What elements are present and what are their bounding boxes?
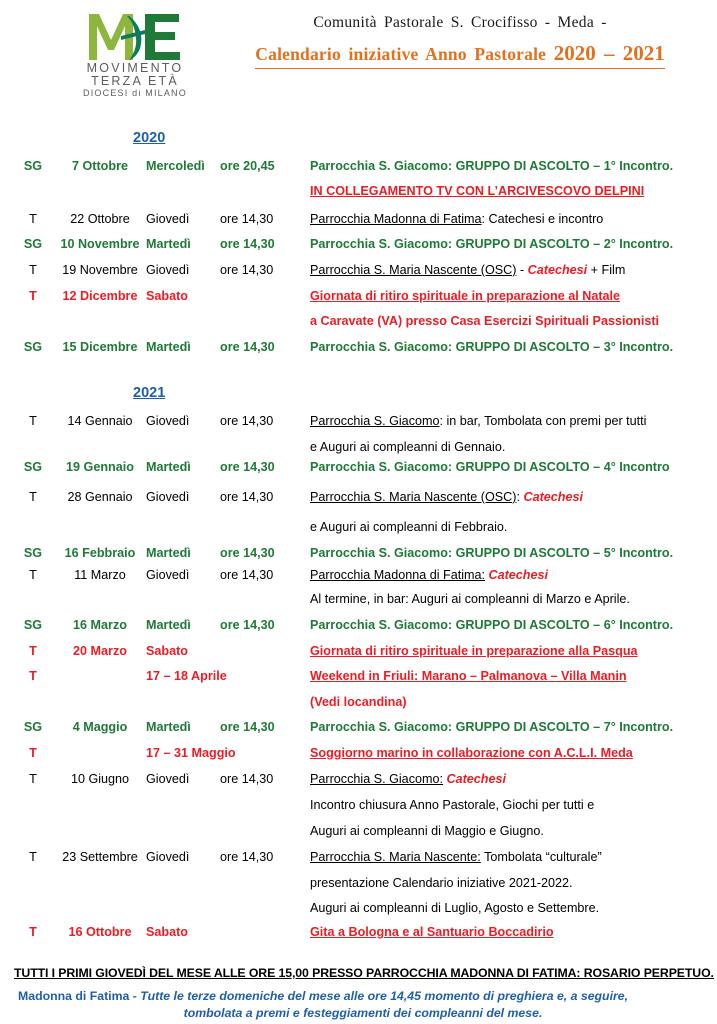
footer-fatima-text: - Tutte le terze domeniche del mese alle ore 14,45 momento di preghiera e, a seguire, <box>129 989 629 1003</box>
calendar-row <box>0 849 717 871</box>
calendar-row <box>0 519 717 541</box>
row-description <box>310 489 710 505</box>
row-description-text: Parrocchia S. Giacomo: GRUPPO DI ASCOLTO – 7° Incontro. <box>310 720 674 734</box>
row-weekday: Martedì <box>146 720 191 734</box>
row-weekday: Giovedì <box>146 772 190 786</box>
row-description <box>310 643 710 659</box>
logo-mark-icon <box>85 10 185 62</box>
row-description <box>310 439 710 455</box>
calendar-row <box>0 745 717 767</box>
row-weekday: Sabato <box>146 644 188 658</box>
row-weekday: Martedì <box>146 546 191 560</box>
row-date: 16 Marzo <box>73 618 127 632</box>
row-date: 22 Ottobre <box>70 212 130 226</box>
row-description <box>310 875 710 891</box>
row-type: T <box>29 644 37 658</box>
row-weekday: Martedì <box>146 460 191 474</box>
row-weekday: Sabato <box>146 925 188 939</box>
calendar-row <box>0 643 717 665</box>
row-type: T <box>29 772 37 786</box>
row-time: ore 14,30 <box>220 720 275 734</box>
footer-rosario-note: TUTTI I PRIMI GIOVEDÌ DEL MESE ALLE ORE 15,00 PRESSO PARROCCHIA MADONNA DI FATIMA: ROSARIO PERPETUO. <box>14 966 714 980</box>
year-heading-2021: 2021 <box>133 385 166 401</box>
row-description-venue: Parrocchia Madonna di Fatima <box>310 212 482 226</box>
logo-line-1: MOVIMENTO <box>86 61 184 75</box>
calendar-row <box>0 236 717 258</box>
calendar-row <box>0 313 717 335</box>
row-date: 15 Dicembre <box>62 340 138 354</box>
row-description-text: Auguri ai compleanni di Maggio e Giugno. <box>310 824 544 838</box>
row-description <box>310 591 710 607</box>
calendar-row <box>0 489 717 511</box>
row-weekday: Giovedì <box>146 263 190 277</box>
row-type: SG <box>23 237 43 251</box>
row-description <box>310 719 710 735</box>
row-description-venue: Parrocchia S. Maria Nascente: <box>310 850 481 864</box>
row-description <box>310 745 710 761</box>
logo-line-3: DIOCESI di MILANO <box>83 88 187 99</box>
row-type: SG <box>23 546 43 560</box>
row-time: ore 14,30 <box>220 414 274 428</box>
row-description-venue: Parrocchia S. Maria Nascente (OSC) <box>310 263 517 277</box>
footer-fatima-label: Madonna di Fatima <box>18 989 130 1003</box>
row-type: T <box>29 669 37 683</box>
row-type: T <box>29 746 37 760</box>
row-time: ore 14,30 <box>220 460 275 474</box>
footer-fatima-note <box>18 989 708 1003</box>
year-heading-2020: 2020 <box>133 130 166 146</box>
row-description-text: (Vedi locandina) <box>310 695 407 709</box>
calendar-row <box>0 339 717 361</box>
row-description-text: IN COLLEGAMENTO TV CON L’ARCIVESCOVO DELPINI <box>310 184 645 198</box>
mte-logo <box>60 10 210 102</box>
row-description-text: Auguri ai compleanni di Luglio, Agosto e Settembre. <box>310 901 600 915</box>
row-description-highlight: Catechesi <box>527 263 588 277</box>
row-date: 11 Marzo <box>74 568 126 582</box>
row-type: T <box>29 850 37 864</box>
calendar-row <box>0 591 717 613</box>
row-time: ore 14,30 <box>220 212 274 226</box>
row-type: SG <box>23 618 43 632</box>
row-type: T <box>29 289 37 303</box>
row-description-venue: Parrocchia Madonna di Fatima: <box>310 568 485 582</box>
row-description-text: Weekend in Friuli: Marano – Palmanova – Villa Manin <box>310 669 627 683</box>
row-description <box>310 849 710 865</box>
logo-line-2: TERZA ETÀ <box>91 74 179 89</box>
row-weekday: Giovedì <box>146 212 190 226</box>
footer-fatima-note-line2: tombolata a premi e festeggiamenti dei compleanni del mese. <box>183 1006 543 1020</box>
row-description <box>310 771 710 787</box>
page-title-years: 2020 – 2021 <box>553 41 665 65</box>
row-description-highlight: Catechesi <box>446 772 507 786</box>
row-description <box>310 313 710 329</box>
calendar-row <box>0 439 717 461</box>
calendar-row <box>0 262 717 284</box>
row-time: ore 14,30 <box>220 263 274 277</box>
row-description-rest: : in bar, Tombolata con premi per tutti <box>439 414 647 428</box>
row-description-rest: + Film <box>587 263 626 277</box>
row-description <box>310 288 710 304</box>
calendar-row <box>0 211 717 233</box>
row-date: 16 Febbraio <box>64 546 136 560</box>
calendar-row <box>0 183 717 205</box>
row-description-highlight: Catechesi <box>523 490 583 504</box>
row-description-rest: Tombolata “culturale” <box>480 850 602 864</box>
calendar-row <box>0 924 717 946</box>
row-description-separator: : <box>516 490 524 504</box>
page-title <box>255 41 664 69</box>
row-weekday: Martedì <box>146 237 191 251</box>
calendar-row <box>0 797 717 819</box>
row-weekday: Giovedì <box>146 850 190 864</box>
row-description-text: Gita a Bologna e al Santuario Boccadirio <box>310 925 554 939</box>
row-weekday: Giovedì <box>146 568 190 582</box>
row-description <box>310 823 710 839</box>
row-weekday: Mercoledì <box>146 159 205 173</box>
row-time: ore 14,30 <box>220 340 275 354</box>
calendar-row <box>0 617 717 639</box>
row-time: ore 20,45 <box>220 159 275 173</box>
row-weekday: Sabato <box>146 289 188 303</box>
calendar-row <box>0 875 717 897</box>
page-header <box>0 0 717 112</box>
row-description-text: Incontro chiusura Anno Pastorale, Giochi per tutti e <box>310 798 595 812</box>
row-description-highlight: Catechesi <box>488 568 549 582</box>
row-description-venue: Parrocchia S. Maria Nascente (OSC) <box>310 490 517 504</box>
row-weekday: Giovedì <box>146 490 190 504</box>
row-description <box>310 413 710 429</box>
calendar-row <box>0 823 717 845</box>
row-description-text: Al termine, in bar: Auguri ai compleanni di Marzo e Aprile. <box>310 592 630 606</box>
row-time: ore 14,30 <box>220 237 275 251</box>
row-description-text: Parrocchia S. Giacomo: GRUPPO DI ASCOLTO – 4° Incontro <box>310 460 670 474</box>
row-type: SG <box>23 159 43 173</box>
row-description-text: Parrocchia S. Giacomo: GRUPPO DI ASCOLTO – 1° Incontro. <box>310 159 674 173</box>
row-description <box>310 694 710 710</box>
row-description-separator: - <box>516 263 528 277</box>
row-time: ore 14,30 <box>220 490 274 504</box>
calendar-row <box>0 694 717 716</box>
header-text-block <box>210 14 710 69</box>
row-date: 28 Gennaio <box>67 490 133 504</box>
calendar-row <box>0 771 717 793</box>
row-description <box>310 545 710 561</box>
row-time: ore 14,30 <box>220 772 274 786</box>
row-description-text: Parrocchia S. Giacomo: GRUPPO DI ASCOLTO – 5° Incontro. <box>310 546 674 560</box>
row-date: 23 Settembre <box>62 850 138 864</box>
row-description <box>310 617 710 633</box>
row-description-text: Parrocchia S. Giacomo: GRUPPO DI ASCOLTO – 2° Incontro. <box>310 237 674 251</box>
row-date: 10 Giugno <box>70 772 130 786</box>
calendar-row <box>0 668 717 690</box>
row-description <box>310 339 710 355</box>
row-description-venue: Parrocchia S. Giacomo: <box>310 772 443 786</box>
calendar-row <box>0 413 717 435</box>
row-description-rest: : Catechesi e incontro <box>481 212 604 226</box>
row-date: 16 Ottobre <box>68 925 132 939</box>
row-type: T <box>29 568 37 582</box>
row-description-text: e Auguri ai compleanni di Febbraio. <box>310 520 508 534</box>
row-description <box>310 158 710 174</box>
row-weekday: Martedì <box>146 340 191 354</box>
row-description <box>310 668 710 684</box>
calendar-row <box>0 288 717 310</box>
community-subtitle: Comunità Pastorale S. Crocifisso - Meda - <box>313 14 607 31</box>
row-type: SG <box>23 720 43 734</box>
row-date: 10 Novembre <box>60 237 140 251</box>
row-description <box>310 459 710 475</box>
row-type: SG <box>23 340 43 354</box>
row-date: 14 Gennaio <box>67 414 133 428</box>
row-description <box>310 236 710 252</box>
calendar-row <box>0 567 717 589</box>
row-type: T <box>29 212 37 226</box>
row-time: ore 14,30 <box>220 568 274 582</box>
row-date: 7 Ottobre <box>72 159 128 173</box>
calendar-row <box>0 545 717 567</box>
row-time: ore 14,30 <box>220 618 275 632</box>
row-description-text: a Caravate (VA) presso Casa Esercizi Spirituali Passionisti <box>310 314 660 328</box>
row-time: ore 14,30 <box>220 850 274 864</box>
row-weekday: Martedì <box>146 618 191 632</box>
row-time: ore 14,30 <box>220 546 275 560</box>
calendar-row <box>0 900 717 922</box>
row-type: T <box>29 490 37 504</box>
row-description-text: e Auguri ai compleanni di Gennaio. <box>310 440 506 454</box>
row-date: 19 Novembre <box>62 263 138 277</box>
row-date: 20 Marzo <box>73 644 127 658</box>
page-title-text: Calendario iniziative Anno Pastorale <box>255 44 554 64</box>
row-description <box>310 262 710 278</box>
row-description-text: Giornata di ritiro spirituale in preparazione al Natale <box>310 289 621 303</box>
row-description-text: presentazione Calendario iniziative 2021-2022. <box>310 876 573 890</box>
row-type: SG <box>23 460 43 474</box>
row-date: 12 Dicembre <box>62 289 138 303</box>
row-description <box>310 519 710 535</box>
row-description <box>310 183 710 199</box>
row-description <box>310 797 710 813</box>
row-description-text: Parrocchia S. Giacomo: GRUPPO DI ASCOLTO – 3° Incontro. <box>310 340 674 354</box>
row-description-text: Soggiorno marino in collaborazione con A.C.L.I. Meda <box>310 746 633 760</box>
row-weekday: Giovedì <box>146 414 190 428</box>
calendar-row <box>0 719 717 741</box>
row-description-venue: Parrocchia S. Giacomo <box>310 414 440 428</box>
row-description <box>310 900 710 916</box>
row-description <box>310 567 710 583</box>
row-description <box>310 211 710 227</box>
row-type: T <box>29 414 37 428</box>
row-description-text: Giornata di ritiro spirituale in preparazione alla Pasqua <box>310 644 638 658</box>
row-date: 4 Maggio <box>72 720 128 734</box>
row-date: 19 Gennaio <box>66 460 134 474</box>
row-type: T <box>29 263 37 277</box>
row-description-text: Parrocchia S. Giacomo: GRUPPO DI ASCOLTO – 6° Incontro. <box>310 618 674 632</box>
calendar-row <box>0 459 717 481</box>
calendar-row <box>0 158 717 180</box>
row-description <box>310 924 710 940</box>
row-type: T <box>29 925 37 939</box>
row-date-span: 17 – 31 Maggio <box>146 746 236 760</box>
row-date-span: 17 – 18 Aprile <box>146 669 227 683</box>
